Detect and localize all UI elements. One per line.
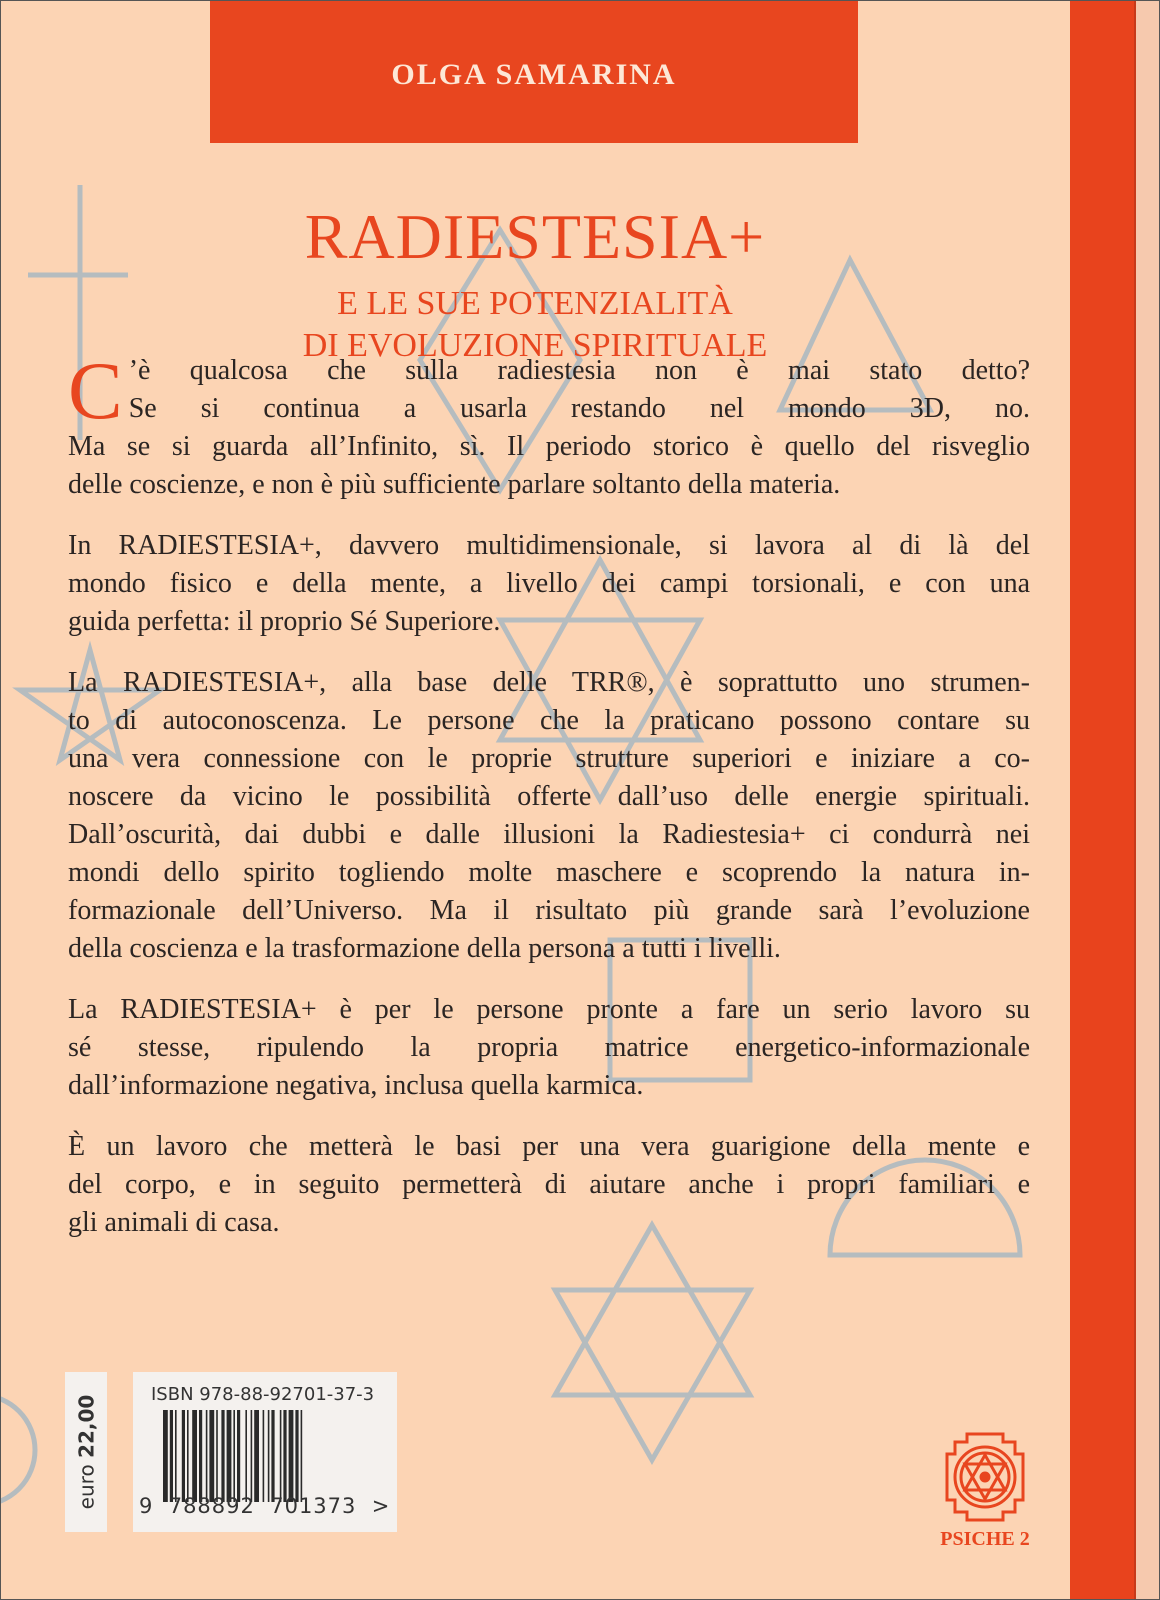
text-line: sé stesse, ripulendo la propria matrice energetico-informazionale bbox=[68, 1032, 1030, 1063]
barcode-bar bbox=[237, 1410, 240, 1502]
barcode-bar bbox=[170, 1410, 173, 1502]
barcode-bar bbox=[280, 1410, 282, 1502]
barcode-number: 9 788892 701373 > bbox=[139, 1494, 391, 1518]
barcode-bar bbox=[192, 1410, 197, 1502]
text-line: formazionale dell’Universo. Ma il risultato più grande sarà l’evoluzione bbox=[68, 895, 1030, 926]
blurb-paragraph bbox=[68, 1128, 1030, 1242]
publisher-name: PSICHE 2 bbox=[940, 1528, 1030, 1550]
isbn-text: ISBN 978-88-92701-37-3 bbox=[151, 1384, 375, 1405]
barcode-bar bbox=[295, 1410, 298, 1502]
spine-stripe bbox=[1070, 0, 1134, 1600]
barcode-bar bbox=[233, 1410, 235, 1502]
barcode-bar bbox=[271, 1410, 274, 1502]
blurb-paragraph bbox=[68, 664, 1030, 968]
barcode-icon bbox=[163, 1410, 368, 1502]
barcode-bar bbox=[163, 1410, 168, 1502]
barcode-bar bbox=[206, 1410, 208, 1502]
text-line: della coscienza e la trasformazione della persona a tutti i livelli. bbox=[68, 933, 781, 964]
text-line: È un lavoro che metterà le basi per una vera guarigione della mente e bbox=[68, 1131, 1030, 1162]
author-name: OLGA SAMARINA bbox=[391, 57, 677, 91]
barcode-bar bbox=[289, 1410, 294, 1502]
barcode-bar bbox=[187, 1410, 189, 1502]
price-label bbox=[65, 1372, 107, 1532]
blurb-paragraph bbox=[68, 991, 1030, 1105]
text-line: noscere da vicino le possibilità offerte dall’uso delle energie spirituali. bbox=[68, 781, 1030, 812]
publisher-yantra-logo-icon bbox=[945, 1430, 1025, 1525]
book-title: RADIESTESIA+ bbox=[304, 201, 766, 272]
price-currency: euro bbox=[74, 1464, 98, 1510]
subtitle-line: E LE SUE POTENZIALITÀ bbox=[337, 285, 733, 322]
barcode-bar bbox=[175, 1410, 177, 1502]
text-line: ’è qualcosa che sulla radiestesia non è mai stato detto? bbox=[128, 355, 1030, 386]
barcode-bar bbox=[251, 1410, 253, 1502]
barcode-bar bbox=[268, 1410, 270, 1502]
barcode-bar bbox=[301, 1410, 303, 1502]
subtitle-line: DI EVOLUZIONE SPIRITUALE bbox=[302, 327, 768, 364]
drop-cap: C bbox=[68, 345, 123, 436]
barcode-bar bbox=[283, 1410, 286, 1502]
text-line: La RADIESTESIA+, alla base delle TRR®, è soprattutto uno strumen- bbox=[68, 667, 1030, 698]
barcode-bar bbox=[216, 1410, 218, 1502]
text-line: mondi dello spirito togliendo molte maschere e scoprendo la natura in- bbox=[68, 857, 1030, 888]
text-line: gli animali di casa. bbox=[68, 1207, 280, 1238]
text-line: guida perfetta: il proprio Sé Superiore. bbox=[68, 606, 501, 637]
text-line: delle coscienze, e non è più sufficiente parlare soltanto della materia. bbox=[68, 469, 841, 500]
text-line: Dall’oscurità, dai dubbi e dalle illusioni la Radiestesia+ ci condurrà nei bbox=[68, 819, 1030, 850]
author-banner bbox=[210, 0, 858, 143]
circle-symbol-left bbox=[0, 1395, 35, 1505]
text-line: del corpo, e in seguito permetterà di aiutare anche i propri familiari e bbox=[68, 1169, 1030, 1200]
text-line: una vera connessione con le proprie strutture superiori e iniziare a co- bbox=[68, 743, 1030, 774]
text-line: La RADIESTESIA+ è per le persone pronte a fare un serio lavoro su bbox=[68, 994, 1030, 1025]
text-line: Se si continua a usarla restando nel mondo 3D, no. bbox=[128, 393, 1030, 424]
barcode-bar bbox=[199, 1410, 202, 1502]
text-line: to di autoconoscenza. Le persone che la praticano possono contare su bbox=[68, 705, 1030, 736]
text-line: dall’informazione negativa, inclusa quella karmica. bbox=[68, 1070, 644, 1101]
blurb-paragraph bbox=[68, 527, 1030, 641]
text-line: mondo fisico e della mente, a livello dei campi torsionali, e con una bbox=[68, 568, 1030, 599]
barcode-bar bbox=[263, 1410, 265, 1502]
barcode-bar bbox=[221, 1410, 224, 1502]
isbn-barcode-box bbox=[133, 1372, 397, 1532]
barcode-bar bbox=[209, 1410, 214, 1502]
text-line: In RADIESTESIA+, davvero multidimensionale, si lavora al di là del bbox=[68, 530, 1030, 561]
price-amount: 22,00 bbox=[74, 1394, 98, 1458]
barcode-bar bbox=[254, 1410, 259, 1502]
barcode-bar bbox=[182, 1410, 185, 1502]
book-edge bbox=[1134, 0, 1160, 1600]
barcode-bar bbox=[245, 1410, 247, 1502]
text-line: Ma se si guarda all’Infinito, sì. Il periodo storico è quello del risveglio bbox=[68, 431, 1030, 462]
barcode-bar bbox=[227, 1410, 232, 1502]
